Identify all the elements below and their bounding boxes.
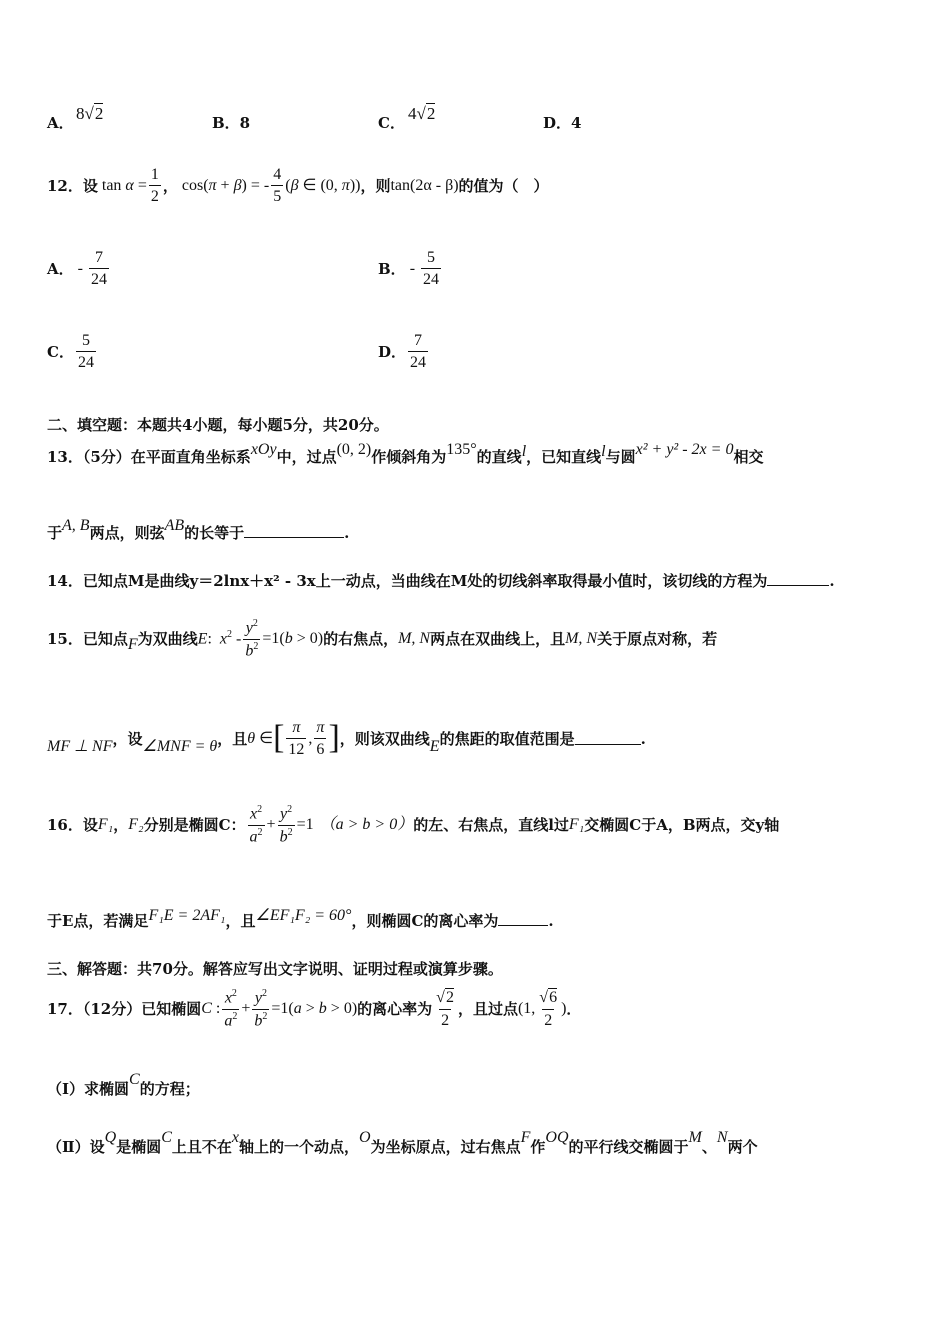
q15-answer-blank[interactable] bbox=[575, 732, 641, 745]
q15-line-1: 15．已知点 F 为双曲线 E: $x^2$ - $\frac{y^2}{b^2}$ =1(b > 0) 的右焦点， M, N 两点在双曲线上，且 M, N 关于原点对称，若 bbox=[47, 618, 718, 659]
q15-line-2: MF ⊥ NF ，设 ∠MNF = θ ，且 θ ∈ [ $\frac{\pi}{12}$ , $\frac{\pi}{6}$ ] ，则该双曲线 E 的焦距的取值范围是 . bbox=[47, 719, 646, 759]
q11-option-c-value: 4√2 bbox=[408, 104, 436, 123]
q17-stem: 17．（12分）已知椭圆 C : $\frac{x^2}{a^2}$ + $\frac{y^2}{b^2}$ =1(a > b > 0) 的离心率为 $\frac{√2}{2}$ ，且过点 (1, $\frac{√6}{2}$ ) ． bbox=[47, 988, 582, 1029]
q17-part-1: （Ⅰ）求椭圆C的方程； bbox=[47, 1071, 200, 1098]
q12-stem: 12．设 tan α = $\frac{1}{2}$ ， cos(π + β) = - $\frac{4}{5}$ (β ∈ (0, π)) ，则 tan(2α - β) 的值为（ ） bbox=[47, 166, 549, 206]
q17-part-2: （Ⅱ）设Q是椭圆C上且不在x轴上的一个动点，O为坐标原点，过右焦点F作OQ的平行线交椭圆于M、N两个 bbox=[47, 1129, 758, 1156]
q12-option-b: B． - $\frac{5}{24}$ bbox=[378, 249, 440, 289]
q12-option-d: D． $\frac{7}{24}$ bbox=[378, 332, 427, 372]
section-2-title: 二、填空题：本题共4小题，每小题5分，共20分。 bbox=[47, 416, 389, 434]
q11-option-a: A． bbox=[47, 114, 74, 132]
q11-option-c: C． bbox=[378, 114, 405, 132]
section-3-title: 三、解答题：共70分。解答应写出文字说明、证明过程或演算步骤。 bbox=[47, 960, 503, 978]
q16-line-1: 16．设 F₁ ， F₂ 分别是椭圆C： $\frac{x^2}{a^2}$ + $\frac{y^2}{b^2}$ =1 （a > b > 0） 的左、右焦点，直线l过 F₁ 交椭圆C于A，B两点，交y轴 bbox=[47, 804, 780, 845]
q13-line-1: 13．（5分）在平面直角坐标系xOy中，过点(0, 2)作倾斜角为135°的直线l，已知直线l与圆x² + y² - 2x = 0相交 bbox=[47, 441, 764, 466]
q14-answer-blank[interactable] bbox=[767, 573, 829, 586]
q11-option-a-value: 8√2 bbox=[76, 104, 104, 123]
q11-option-b: B．8 bbox=[212, 114, 251, 132]
q12-option-a: A． - $\frac{7}{24}$ bbox=[47, 249, 107, 289]
q12-option-c: C． $\frac{5}{24}$ bbox=[47, 332, 94, 372]
q16-line-2: 于E点，若满足F₁E = 2AF₁，且∠EF₁F₂ = 60°，则椭圆C的离心率为 . bbox=[47, 907, 554, 930]
q11-option-d: D．4 bbox=[543, 114, 582, 132]
q13-line-2: 于A, B两点，则弦AB的长等于 . bbox=[47, 517, 350, 542]
q16-answer-blank[interactable] bbox=[498, 913, 548, 926]
q14-line: 14．已知点M是曲线y＝2lnx＋x² - 3x上一动点，当曲线在M处的切线斜率取得最小值时，该切线的方程为 . bbox=[47, 572, 835, 590]
q13-answer-blank[interactable] bbox=[244, 525, 344, 538]
